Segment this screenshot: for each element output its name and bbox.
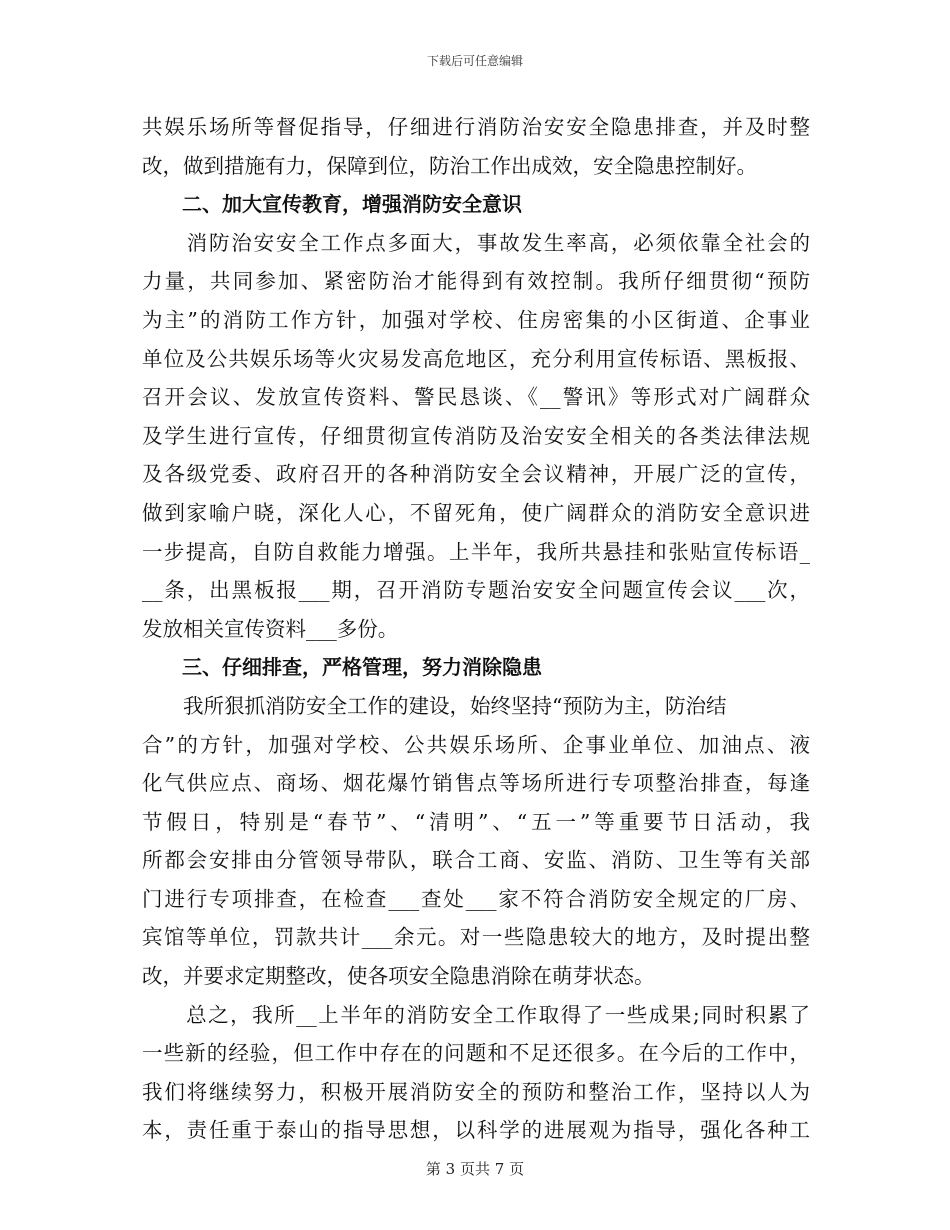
paragraph-line: 发放相关宣传资料___多份。 (142, 616, 399, 641)
paragraph-line: 单位及公共娱乐场等火灾易发高危地区，充分利用宣传标语、黑板报、 (142, 346, 810, 371)
paragraph-line: 消防治安安全工作点多面大，事故发生率高，必须依靠全社会的 (142, 230, 810, 255)
paragraph-line: __条，出黑板报___期，召开消防专题治安安全问题宣传会议___次， (142, 578, 810, 603)
paragraph-line: 所都会安排由分管领导带队，联合工商、安监、消防、卫生等有关部 (142, 848, 810, 873)
paragraph-line: 节假日，特别是“春节”、“清明”、“五一”等重要节日活动，我 (142, 809, 810, 834)
paragraph-line: 及各级党委、政府召开的各种消防安全会议精神，开展广泛的宣传， (142, 462, 810, 487)
paragraph-line: 合”的方针，加强对学校、公共娱乐场所、企事业单位、加油点、液 (142, 732, 810, 757)
page-header-note: 下载后可任意编辑 (426, 54, 523, 68)
document-body (142, 108, 810, 1150)
paragraph-line: 共娱乐场所等督促指导，仔细进行消防治安安全隐患排查，并及时整 (142, 115, 810, 139)
paragraph-line: 做到家喻户晓，深化人心，不留死角，使广阔群众的消防安全意识进 (142, 500, 810, 525)
paragraph-line: 力量，共同参加、紧密防治才能得到有效控制。我所仔细贯彻“预防 (142, 269, 810, 294)
paragraph-line: 召开会议、发放宣传资料、警民恳谈、《__警讯》等形式对广阔群众 (142, 385, 810, 410)
paragraph-line: 为主”的消防工作方针，加强对学校、住房密集的小区街道、企事业 (142, 307, 810, 332)
paragraph-line: 门进行专项排查，在检查___查处___家不符合消防安全规定的厂房、 (142, 886, 810, 911)
paragraph-line: 一步提高，自防自救能力增强。上半年，我所共悬挂和张贴宣传标语_ (142, 539, 810, 564)
paragraph-line: 本，责任重于泰山的指导思想，以科学的进展观为指导，强化各种工 (142, 1118, 810, 1143)
paragraph-line: 我们将继续努力，积极开展消防安全的预防和整治工作，坚持以人为 (142, 1079, 810, 1104)
paragraph-line: 化气供应点、商场、烟花爆竹销售点等场所进行专项整治排查，每逢 (142, 771, 810, 796)
paragraph-line: 改，并要求定期整改，使各项安全隐患消除在萌芽状态。 (142, 964, 655, 989)
section-heading: 三、仔细排查，严格管理，努力消除隐患 (142, 655, 542, 680)
paragraph-line: 一些新的经验，但工作中存在的问题和不足还很多。在今后的工作中， (142, 1041, 810, 1066)
paragraph-line: 及学生进行宣传，仔细贯彻宣传消防及治安安全相关的各类法律法规 (142, 423, 810, 448)
paragraph-line: 总之，我所__上半年的消防安全工作取得了一些成果;同时积累了 (142, 1002, 810, 1027)
paragraph-line: 改，做到措施有力，保障到位，防治工作出成效，安全隐患控制好。 (142, 153, 757, 178)
paragraph-line: 我所狠抓消防安全工作的建设，始终坚持“预防为主，防治结 (142, 693, 727, 718)
section-heading: 二、加大宣传教育，增强消防安全意识 (142, 192, 522, 217)
page-number-footer: 第 3 页共 7 页 (425, 1160, 525, 1178)
paragraph-line: 宾馆等单位，罚款共计___余元。对一些隐患较大的地方，及时提出整 (142, 925, 810, 950)
